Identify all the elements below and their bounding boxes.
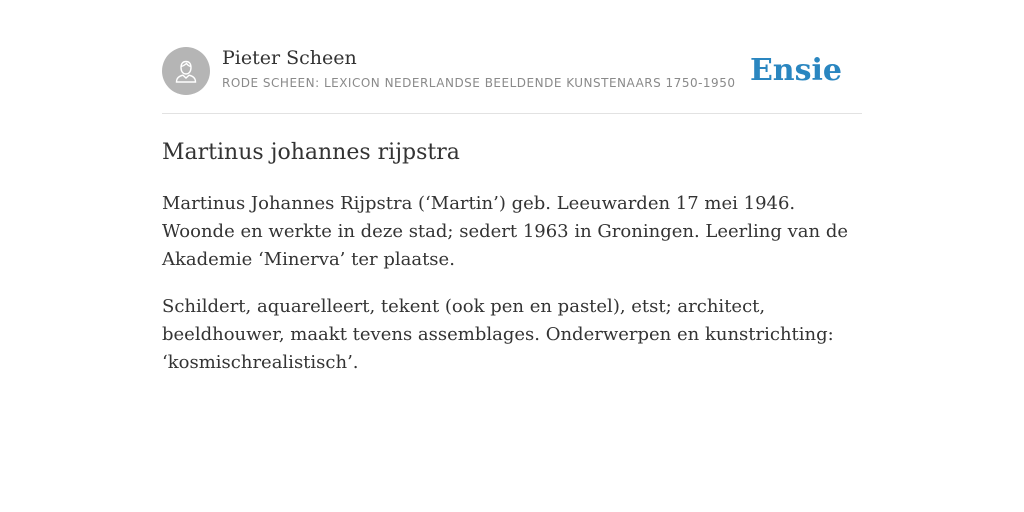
article-title: Martinus johannes rijpstra (162, 140, 460, 165)
article-body (162, 190, 862, 396)
author-avatar[interactable] (162, 47, 210, 95)
article-paragraph: Martinus Johannes Rijpstra (‘Martin’) geb. Leeuwarden 17 mei 1946. Woonde en werkte in deze stad; sedert 1963 in Groningen. Leerling van de Akademie ‘Minerva’ ter plaatse. (162, 193, 849, 270)
user-silhouette-icon (172, 57, 200, 85)
article-header (162, 46, 862, 114)
article-paragraph: Schildert, aquarelleert, tekent (ook pen en pastel), etst; architect, beeldhouwer, maakt tevens assemblages. Onderwerpen en kunstrichting: ‘kosmischrealistisch’. (162, 296, 834, 373)
ensie-logo[interactable]: Ensie (749, 53, 842, 88)
source-title[interactable]: RODE SCHEEN: LEXICON NEDERLANDSE BEELDENDE KUNSTENAARS 1750-1950 (222, 76, 736, 90)
author-name[interactable]: Pieter Scheen (222, 47, 357, 69)
